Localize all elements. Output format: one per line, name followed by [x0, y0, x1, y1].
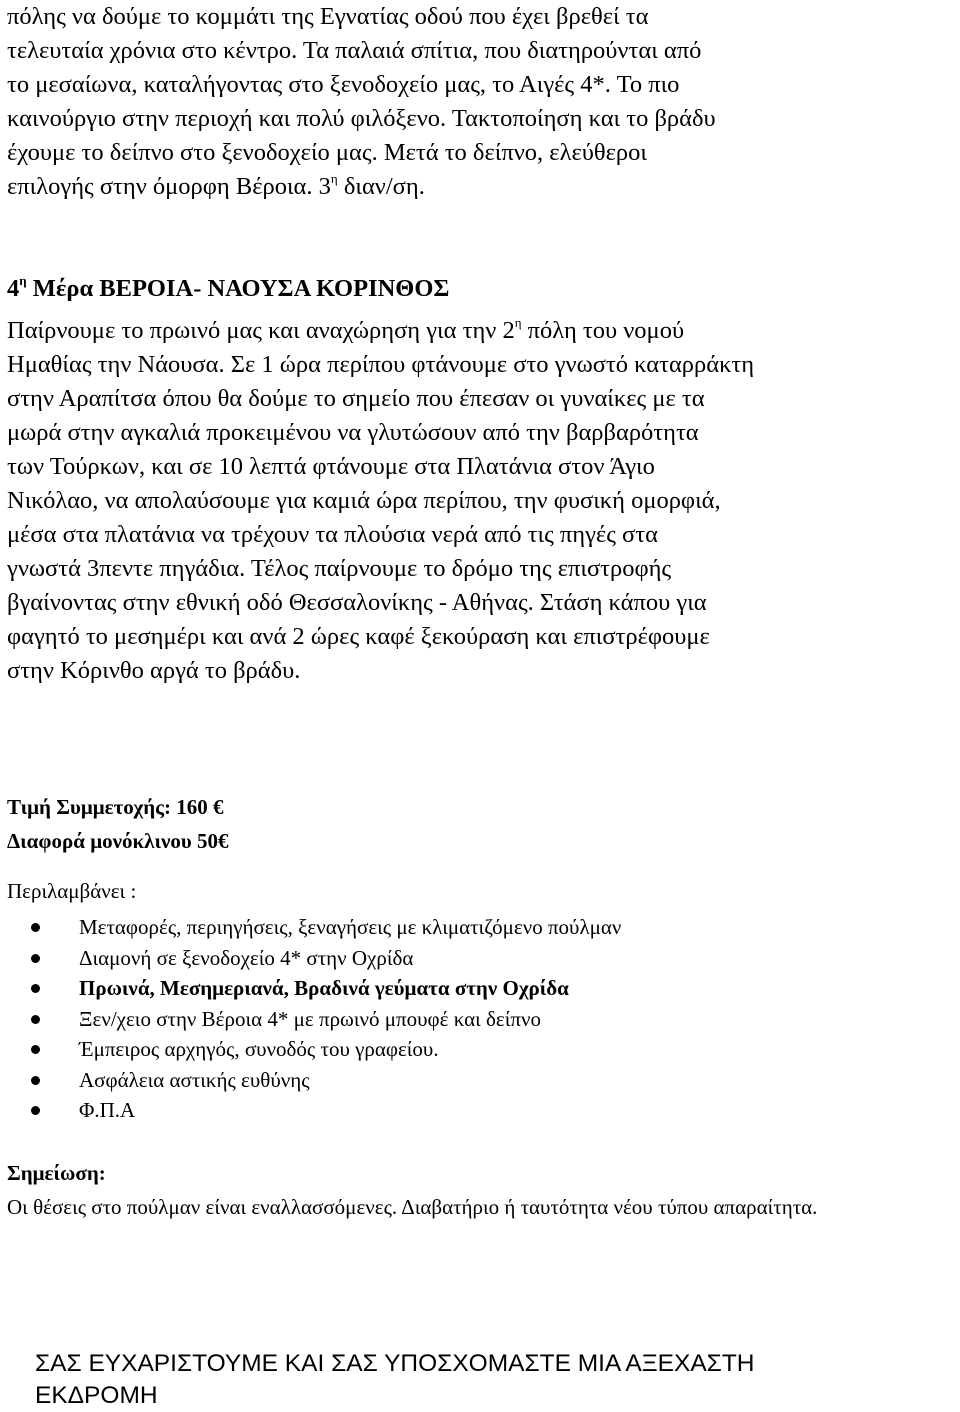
list-item: [7, 1095, 621, 1126]
list-item: [7, 943, 621, 974]
intro-line: έχουμε το δείπνο στο ξενοδοχείο μας. Μετά το δείπνο, ελεύθεροι: [7, 139, 647, 166]
bullet-icon: [31, 1106, 40, 1115]
intro-line: πόλης να δούμε το κομμάτι της Εγνατίας οδού που έχει βρεθεί τα: [7, 3, 649, 30]
day-4-line: βγαίνοντας στην εθνική οδό Θεσσαλονίκης - Αθήνας. Στάση κάπου για: [7, 589, 707, 616]
closing-line: ΕΚΔΡΟΜΗ: [35, 1382, 158, 1409]
bullet-icon: [31, 954, 40, 963]
list-item: [7, 973, 621, 1004]
includes-label: Περιλαμβάνει :: [7, 879, 137, 903]
list-item: [7, 912, 621, 943]
intro-last-end: διαν/ση.: [337, 173, 425, 200]
day-4-line: γνωστά 3πεντε πηγάδια. Τέλος παίρνουμε το δρόμο της επιστροφής: [7, 555, 672, 582]
day-4-line: Ημαθίας την Νάουσα. Σε 1 ώρα περίπου φτάνουμε στο γνωστό καταρράκτη: [7, 351, 755, 378]
intro-line-last: [7, 170, 716, 204]
list-item-text: Πρωινά, Μεσημεριανά, Βραδινά γεύματα στην Οχρίδα: [79, 976, 569, 1000]
bullet-icon: [31, 1045, 40, 1054]
day-4-first-text: Παίρνουμε το πρωινό μας και αναχώρηση για την 2: [7, 317, 515, 344]
day-4-line: Νικόλαο, να απολαύσουμε για καμιά ώρα περίπου, την φυσική ομορφιά,: [7, 487, 721, 514]
note-text: Οι θέσεις στο πούλμαν είναι εναλλασσόμενες. Διαβατήριο ή ταυτότητα νέου τύπου απαραίτητα.: [7, 1195, 818, 1219]
list-item-text: Ξεν/χειο στην Βέροια 4* με πρωινό μπουφέ και δείπνο: [79, 1006, 541, 1031]
day-4-line: μωρά στην αγκαλιά προκειμένου να γλυτώσουν από την βαρβαρότητα: [7, 419, 699, 446]
list-item: [7, 1004, 621, 1035]
list-item-text: Ασφάλεια αστικής ευθύνης: [79, 1067, 310, 1092]
participation-price: Τιμή Συμμετοχής: 160 €: [7, 795, 224, 819]
list-item: [7, 1034, 621, 1065]
list-item-text: Φ.Π.Α: [79, 1098, 136, 1122]
day-4-line: στην Αραπίτσα όπου θα δούμε το σημείο που έπεσαν οι γυναίκες με τα: [7, 385, 705, 412]
bullet-icon: [31, 1076, 40, 1085]
single-supplement-price: Διαφορά μονόκλινου 50€: [7, 829, 229, 853]
closing-message: [35, 1348, 754, 1412]
day-4-line: των Τούρκων, και σε 10 λεπτά φτάνουμε στα Πλατάνια στον Άγιο: [7, 453, 655, 480]
day-4-line: μέσα στα πλατάνια να τρέχουν τα πλούσια νερά από τις πηγές στα: [7, 521, 658, 548]
intro-last-text: επιλογής στην όμορφη Βέροια. 3: [7, 173, 331, 200]
includes-list: [7, 912, 621, 1126]
day-4-heading: [7, 272, 449, 306]
day-4-title: Μέρα ΒΕΡΟΙΑ- ΝΑΟΥΣΑ ΚΟΡΙΝΘΟΣ: [26, 275, 450, 302]
day-4-sup: η: [19, 273, 27, 288]
day-4-first-sup: η: [514, 315, 522, 330]
intro-paragraph: [7, 0, 716, 204]
closing-line: ΣΑΣ ΕΥΧΑΡΙΣΤΟΥΜΕ ΚΑΙ ΣΑΣ ΥΠΟΣΧΟΜΑΣΤΕ ΜΙΑ ΑΞΕΧΑΣΤΗ: [35, 1350, 755, 1377]
list-item-text: Μεταφορές, περιηγήσεις, ξεναγήσεις με κλιματιζόμενο πούλμαν: [79, 915, 622, 939]
day-4-paragraph: [7, 314, 754, 688]
day-4-line: στην Κόρινθο αργά το βράδυ.: [7, 657, 301, 684]
bullet-icon: [31, 1015, 40, 1024]
list-item: [7, 1065, 621, 1096]
list-item-text: Διαμονή σε ξενοδοχείο 4* στην Οχρίδα: [79, 945, 414, 970]
day-4-line-first: [7, 314, 754, 348]
price-block: [7, 790, 229, 858]
day-4-number: 4: [7, 275, 20, 302]
intro-line: το μεσαίωνα, καταλήγοντας στο ξενοδοχείο μας, το Αιγές 4*. Το πιο: [7, 71, 680, 98]
day-4-line: φαγητό το μεσημέρι και ανά 2 ώρες καφέ ξεκούραση και επιστρέφουμε: [7, 623, 710, 650]
note-label: Σημείωση:: [7, 1161, 106, 1185]
day-4-first-end: πόλη του νομού: [521, 317, 685, 344]
intro-line: καινούργιο στην περιοχή και πολύ φιλόξενο. Τακτοποίηση και το βράδυ: [7, 105, 716, 132]
intro-last-sup: η: [330, 171, 338, 186]
bullet-icon: [31, 923, 40, 932]
bullet-icon: [31, 984, 40, 993]
list-item-text: Έμπειρος αρχηγός, συνοδός του γραφείου.: [79, 1037, 439, 1061]
intro-line: τελευταία χρόνια στο κέντρο. Τα παλαιά σπίτια, που διατηρούνται από: [7, 37, 702, 64]
